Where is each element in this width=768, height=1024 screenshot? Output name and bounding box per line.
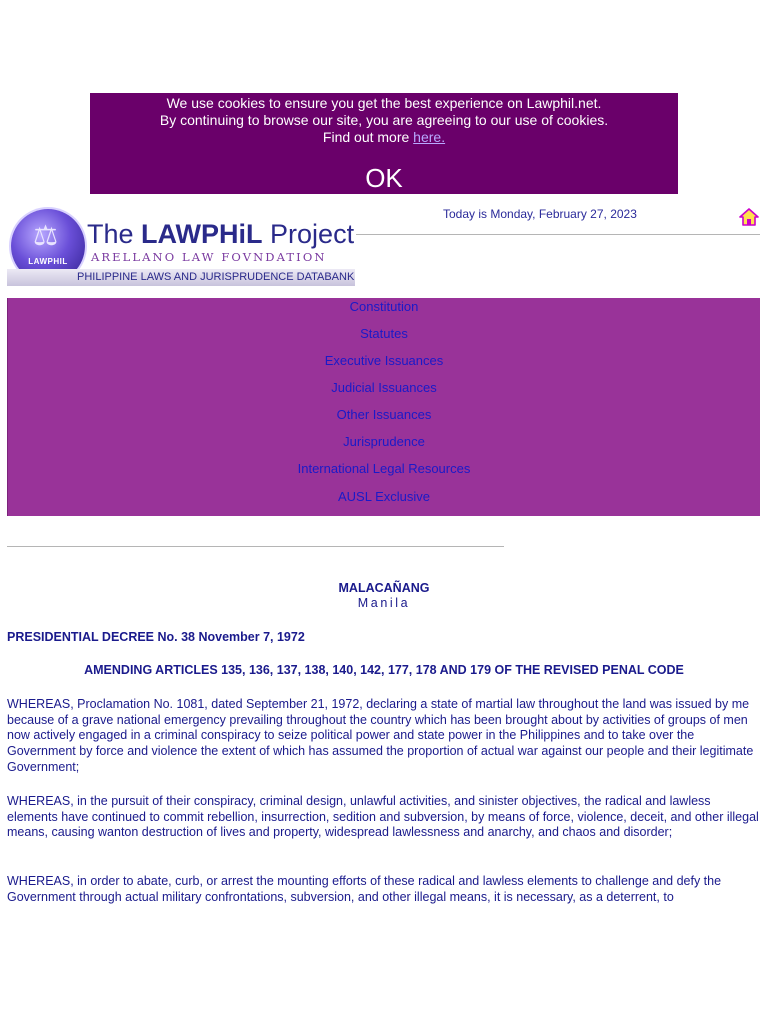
decree-subject: AMENDING ARTICLES 135, 136, 137, 138, 140, 142, 177, 178 AND 179 OF THE REVISED PENAL CODE	[84, 663, 684, 677]
decree-title: PRESIDENTIAL DECREE No. 38 November 7, 1972	[7, 630, 305, 644]
cookie-text-line-3	[90, 129, 678, 146]
nav-item-ausl-exclusive[interactable]: AUSL Exclusive	[338, 489, 430, 504]
cookie-policy-link[interactable]: here.	[413, 129, 446, 145]
nav-item-jurisprudence[interactable]: Jurisprudence	[343, 434, 425, 449]
nav-item-international-legal-resources[interactable]: International Legal Resources	[297, 461, 471, 476]
office-place: Manila	[357, 596, 411, 610]
logo-title-bold: LAWPHiL	[141, 219, 263, 249]
nav-item-executive-issuances[interactable]: Executive Issuances	[324, 353, 444, 368]
document-header	[0, 581, 768, 611]
logo-title-suffix: Project	[262, 219, 355, 249]
cookie-banner	[90, 93, 678, 194]
whereas-paragraph-2: WHEREAS, in the pursuit of their conspiracy, criminal design, unlawful activities, and sinister objectives, the radical and lawless elements have continued to commit rebellion, insurrection, sedition and subversion, by means of force, violence, deceit, and other illegal means, causing wanton destruction of lives and property, widespread lawlessness and anarchy, and chaos and disorder;	[7, 794, 759, 840]
office-name: MALACAÑANG	[338, 581, 430, 595]
scales-of-justice-icon: ⚖	[33, 220, 59, 251]
nav-menu	[7, 298, 760, 516]
logo-title-prefix: The	[87, 219, 142, 249]
nav-item-statutes[interactable]: Statutes	[360, 326, 408, 341]
cookie-text-prefix: Find out more	[322, 129, 414, 145]
logo-subtitle: ARELLANO LAW FOVNDATION	[91, 250, 327, 264]
whereas-paragraph-3: WHEREAS, in order to abate, curb, or arrest the mounting efforts of these radical and lawless elements to challenge and defy the Government through actual military confrontations, subversion, and other illegal means, it is necessary, as a deterrent, to	[7, 874, 722, 904]
content-divider	[7, 546, 504, 547]
cookie-ok-button[interactable]: OK	[365, 163, 403, 193]
nav-item-constitution[interactable]: Constitution	[349, 299, 419, 314]
header-divider	[356, 234, 760, 235]
whereas-paragraph-1: WHEREAS, Proclamation No. 1081, dated September 21, 1972, declaring a state of martial law throughout the land was issued by me because of a grave national emergency prevailing throughout the country which has been brought about by activities of groups of men now actively engaged in a criminal conspiracy to seize political power and state power in the Philippines and to take over the Government by force and violence the extent of which has assumed the proportion of actual war against our people and their legitimate Government;	[7, 697, 754, 774]
logo-title	[87, 219, 354, 249]
lawphil-logo[interactable]	[7, 207, 355, 288]
today-date: Today is Monday, February 27, 2023	[443, 207, 637, 221]
cookie-text-line-2: By continuing to browse our site, you are agreeing to our use of cookies.	[159, 112, 609, 128]
cookie-text-line-1: We use cookies to ensure you get the best experience on Lawphil.net.	[166, 95, 602, 111]
logo-tagline: PHILIPPINE LAWS AND JURISPRUDENCE DATABANK	[7, 269, 355, 286]
nav-item-judicial-issuances[interactable]: Judicial Issuances	[331, 380, 437, 395]
nav-item-other-issuances[interactable]: Other Issuances	[336, 407, 432, 422]
seal-text: LAWPHIL	[28, 257, 68, 266]
home-icon[interactable]	[739, 207, 759, 227]
